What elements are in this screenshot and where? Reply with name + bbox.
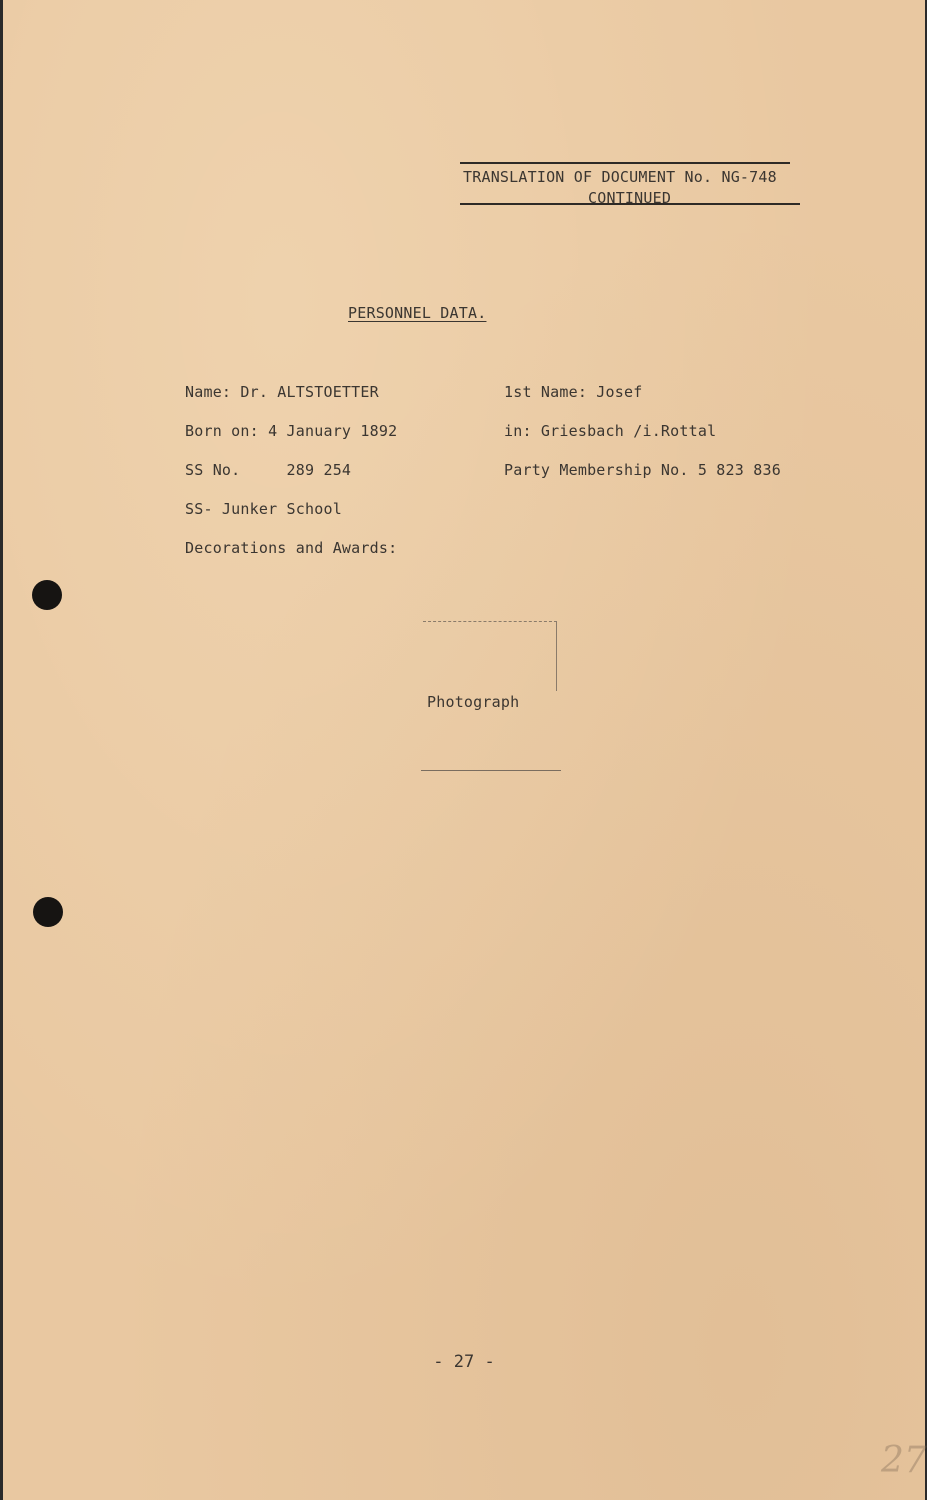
first-name-field: 1st Name: Josef [504,383,643,401]
photo-frame-top [423,621,557,622]
header-title: TRANSLATION OF DOCUMENT No. NG-748 [463,168,777,186]
photo-frame-bottom [421,770,561,771]
punch-hole-bottom [33,897,63,927]
punch-hole-top [32,580,62,610]
birthplace-field: in: Griesbach /i.Rottal [504,422,717,440]
photo-frame-right [556,621,557,691]
ss-number-field: SS No. 289 254 [185,461,352,479]
header-continued: CONTINUED [588,189,672,207]
decorations-field: Decorations and Awards: [185,539,398,557]
section-title: PERSONNEL DATA. [348,304,487,322]
document-page [3,0,925,1500]
ss-school-field: SS- Junker School [185,500,342,518]
born-on-field: Born on: 4 January 1892 [185,422,398,440]
header-bottom-rule [460,203,800,205]
header-top-rule [460,162,790,164]
party-membership-field: Party Membership No. 5 823 836 [504,461,781,479]
name-field: Name: Dr. ALTSTOETTER [185,383,379,401]
margin-page-mark: 27 [881,1440,927,1481]
photograph-label: Photograph [427,693,520,711]
page-number: - 27 - [433,1352,495,1372]
